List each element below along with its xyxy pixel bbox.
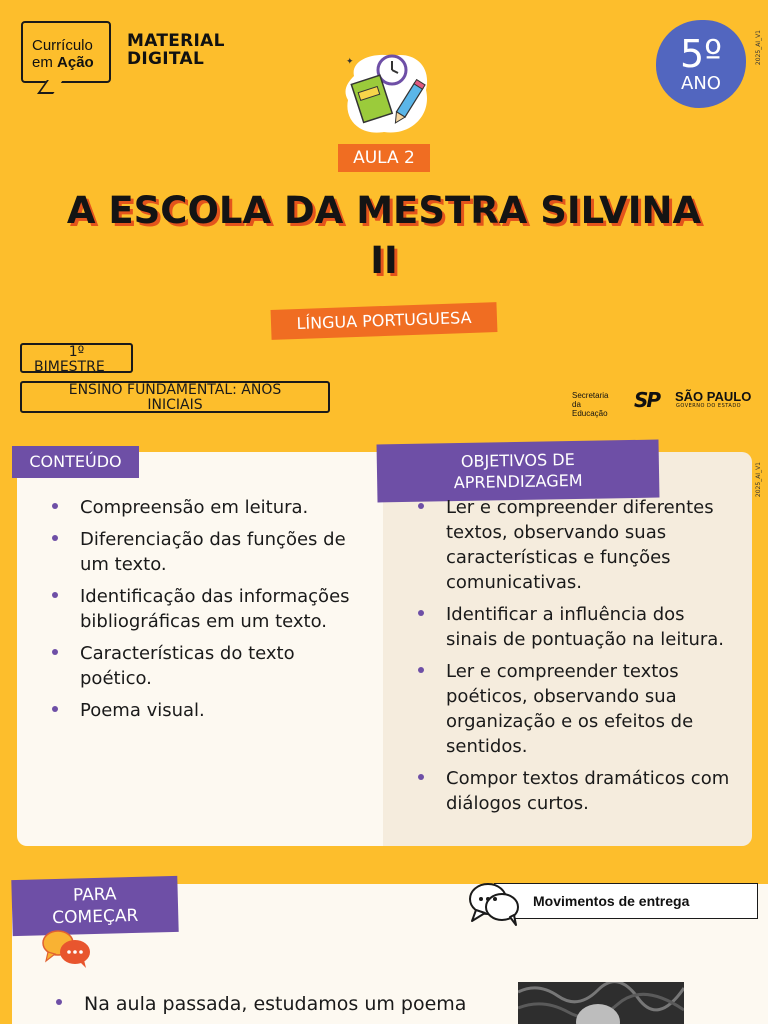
book-pencil-clock-icon [340,50,432,136]
subject-tag: LÍNGUA PORTUGUESA [271,302,498,340]
curriculo-logo-line2a: em [32,54,58,71]
list-item: Identificar a influência dos sinais de pontuação na leitura. [446,602,736,652]
level-line2: INICIAIS [147,397,203,413]
material-digital-line1: MATERIAL [127,31,225,51]
list-item: Características do texto poético. [80,641,350,691]
objetivos-list [446,495,736,823]
material-digital-line2: DIGITAL [127,49,205,69]
page-title [30,186,738,286]
grade-number: 5º [679,32,723,76]
curriculo-em-acao-logo [21,21,111,83]
author-photo [518,982,684,1024]
para-comecar-line2: COMEÇAR [52,905,139,929]
title-line2: II [370,239,398,282]
material-digital-logo [127,32,225,68]
governo-label: GOVERNO DO ESTADO [676,403,742,409]
conteudo-heading: CONTEÚDO [12,446,139,478]
title-line1: A ESCOLA DA MESTRA SILVINA [66,189,702,232]
list-item: Diferenciação das funções de um texto. [80,527,350,577]
para-comecar-line1: PARA [72,884,117,906]
side-code: 2025_AI_V1 [755,30,762,66]
secretaria-line2: Educação [572,409,608,418]
svg-text:✦: ✦ [346,57,354,67]
sp-mark: SP [634,388,660,412]
curriculo-logo-line1: Currículo [32,37,93,54]
secretaria-label [572,391,608,418]
list-item: Ler e compreender textos poéticos, observando sua organização e os efeitos de sentidos. [446,659,736,759]
curriculo-logo-line2b: Ação [57,54,94,71]
photo-image [518,982,684,1024]
bimester-box [20,343,133,373]
bimester-line2: BIMESTRE [34,359,105,375]
lesson-tag: AULA 2 [338,144,430,172]
secretaria-line1: Secretaria da [572,391,609,409]
side-code: 2025_AI_V1 [755,462,762,498]
para-comecar-heading [11,876,178,936]
speech-bubbles-icon [40,928,94,970]
objetivos-heading-line1: OBJETIVOS DE [460,450,575,471]
list-item: Compreensão em leitura. [80,495,350,520]
chat-bubbles-icon [468,881,522,927]
sao-paulo-label: SÃO PAULO [675,389,752,404]
list-item: Poema visual. [80,698,350,723]
conteudo-list [80,495,350,730]
list-item: Compor textos dramáticos com diálogos curtos. [446,766,736,816]
bimester-line1: 1º [68,344,85,360]
objetivos-heading-line2: APRENDIZAGEM [453,470,583,493]
grade-label: ANO [681,73,721,94]
grade-badge [656,20,746,108]
list-item: Ler e compreender diferentes textos, observando suas características e funções comunicativas. [446,495,736,595]
intro-text: Na aula passada, estudamos um poema [84,993,467,1015]
objetivos-heading [377,440,660,503]
list-item: Identificação das informações bibliográficas em um texto. [80,586,350,632]
education-level-box [20,381,330,413]
movimentos-de-entrega-label: Movimentos de entrega [494,883,758,919]
bullet-dot [56,999,62,1005]
level-line1: ENSINO FUNDAMENTAL: ANOS [68,382,282,398]
